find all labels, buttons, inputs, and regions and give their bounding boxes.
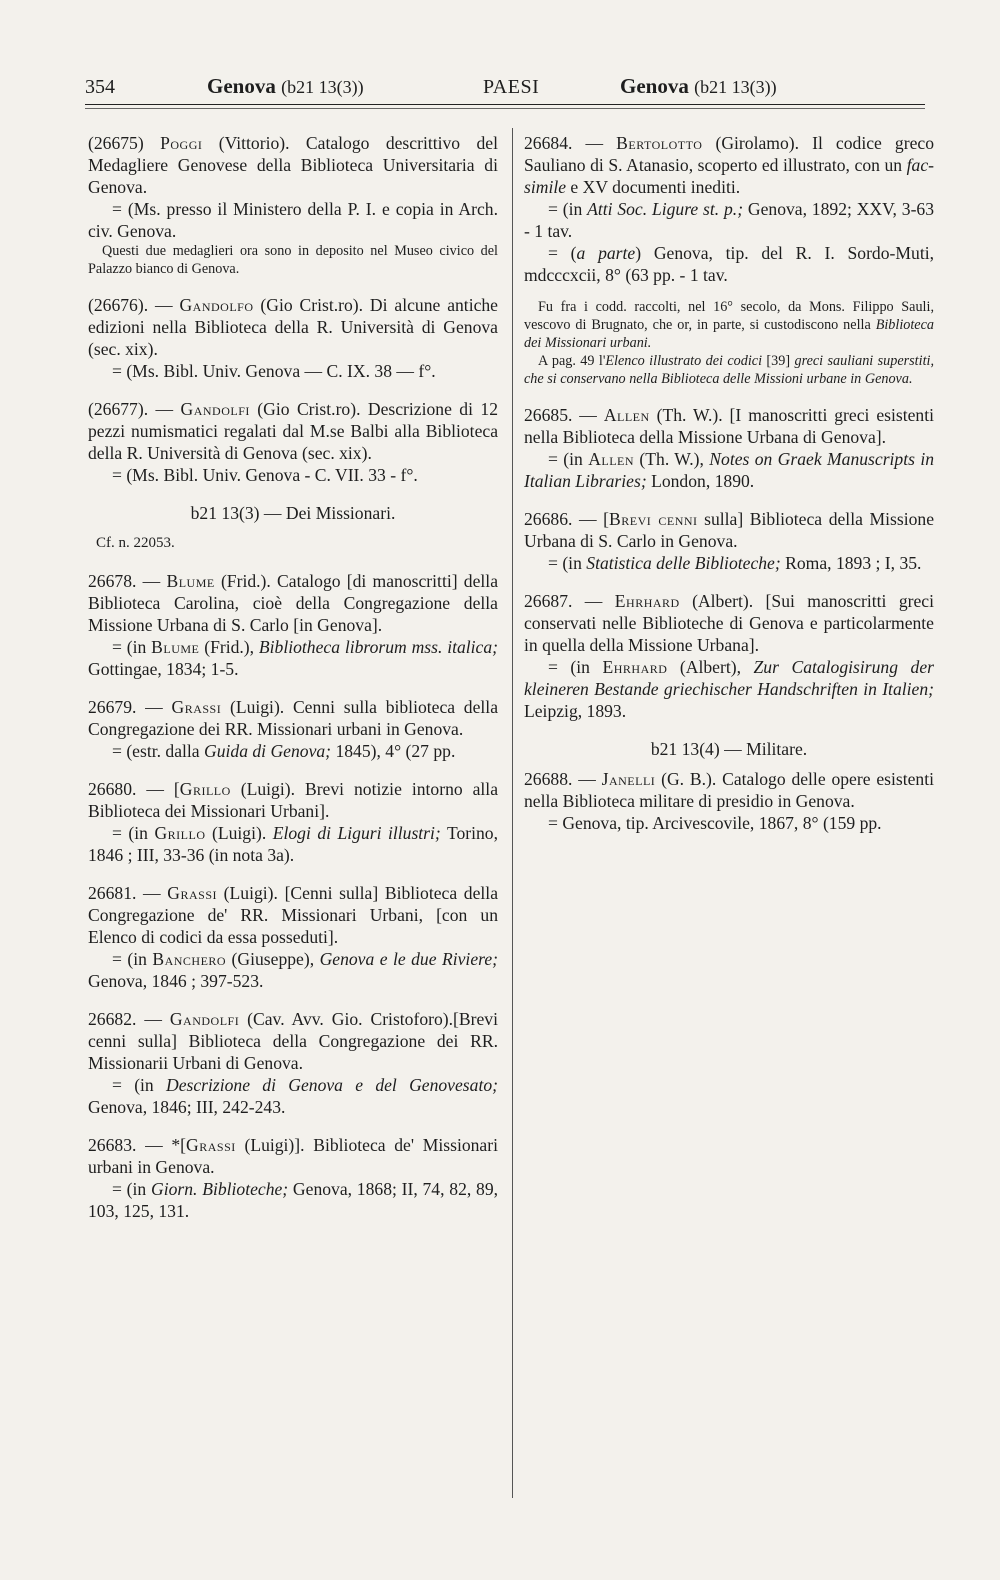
loc-post: Gottingae, 1834; 1-5. <box>88 659 239 679</box>
entry-26677: (26677). — Gandolfi (Gio Crist.ro). Descrizione di 12 pezzi numismatici regalati dal M.se Balbi alla Biblioteca della R. Università di Genova (sec. xix). = (Ms. Bibl. Univ. Genova - C. VII. 33 - f°. <box>88 399 498 485</box>
loc-post: Genova, 1846; III, 242-243. <box>88 1097 286 1117</box>
entry-number: (26675) <box>88 133 144 153</box>
entry-title: (Cav. Avv. Gio. Cristoforo).[Brevi cenni sulla] Biblioteca della Congregazione dei RR. Missionarii Urbani di Genova. <box>88 1009 498 1073</box>
entry-number: 26687. <box>524 591 573 611</box>
entry-location <box>524 448 934 492</box>
entry-title: (Luigi). [Cenni sulla] Biblioteca della Congregazione de' RR. Missionari Urbani, [con un Elenco di codici da essa posseduti]. <box>88 883 498 947</box>
entry-author: Gandolfi <box>169 1009 240 1029</box>
entry-26688: 26688. — Janelli (G. B.). Catalogo delle opere esistenti nella Biblioteca militare di presidio in Genova. = Genova, tip. Arcivescovile, 1867, 8° (159 pp. <box>524 769 935 833</box>
entry-26675 <box>88 132 498 278</box>
entry-title: (Th. W.). [I manoscritti greci esistenti nella Biblioteca della Missione Urbana di Genova]. <box>524 405 934 447</box>
left-title-text: Genova <box>207 74 276 98</box>
entry-number: 26686. <box>524 509 573 529</box>
entry-number: 26682. <box>88 1009 137 1029</box>
entry-location: = (Ms. Bibl. Univ. Genova - C. VII. 33 - f°. <box>112 465 418 485</box>
entry-number: 26688. <box>524 769 573 789</box>
entry-title-italic: fac-simile <box>524 155 934 197</box>
entry-author: Grassi <box>171 697 222 717</box>
loc-post: Genova, 1846 ; 397-523. <box>88 971 264 991</box>
entry-location <box>88 948 498 992</box>
right-title-text: Genova <box>620 74 689 98</box>
loc-post: Roma, 1893 ; I, 35. <box>780 553 922 573</box>
loc-prefix: = (in <box>112 1075 166 1095</box>
loc-title: Zur Catalogisirung der kleineren Bestande griechischer Handschriften in Italien; <box>524 657 934 699</box>
entry-number: 26681. <box>88 883 137 903</box>
entry-number: 26684. <box>524 133 573 153</box>
loc-author: Blume <box>151 637 200 657</box>
note-italic: Elenco illustrato dei codici <box>605 353 763 369</box>
loc-prefix: = (in <box>112 949 153 969</box>
loc-mid: (Giuseppe), <box>226 949 320 969</box>
left-title-code: (b21 13(3)) <box>281 77 364 97</box>
entry-number: 26678. <box>88 571 137 591</box>
right-column <box>524 132 934 850</box>
loc-prefix: = (in <box>548 449 589 469</box>
entry-note: Questi due medaglieri ora sono in deposito nel Museo civico del Palazzo bianco di Genova. <box>88 243 498 277</box>
loc-title: Elogi di Liguri illustri; <box>272 823 441 843</box>
loc-author: Allen <box>588 449 635 469</box>
entry-title: (Vittorio). Catalogo descrittivo del Medagliere Genovese della Biblioteca Universitaria di Genova. <box>88 133 498 197</box>
entry-location: = Genova, tip. Arcivescovile, 1867, 8° (159 pp. <box>548 813 882 833</box>
loc-mid: (Th. W.), <box>634 449 710 469</box>
section-subheading: b21 13(3) — Dei Missionari. <box>190 503 396 523</box>
entry-location <box>524 552 934 574</box>
entry-prefix: — *[ <box>136 1135 187 1155</box>
note-text: A pag. 49 l' <box>538 353 606 369</box>
entry-title: (Luigi)]. Biblioteca de' Missionari urbani in Genova. <box>88 1135 498 1177</box>
entry-title: (Girolamo). Il codice greco Sauliano di S. Atanasio, scoperto ed illustrato, con un <box>524 133 934 175</box>
loc-post: Torino, 1846 ; III, 33-36 (in nota 3a). <box>88 823 499 865</box>
entry-location <box>88 636 498 680</box>
loc-mid: (Luigi). <box>205 823 273 843</box>
entry-location <box>88 1178 498 1222</box>
note-italic: Biblioteca dei Missionari urbani. <box>524 317 934 351</box>
entry-author: Bertolotto <box>616 133 703 153</box>
cross-reference: Cf. n. 22053. <box>96 535 175 551</box>
entry-author: Blume <box>166 571 215 591</box>
loc-mid: (Frid.), <box>199 637 259 657</box>
entry-author: Gandolfo <box>179 295 254 315</box>
entry-location: = (Ms. presso il Ministero della P. I. e copia in Arch. civ. Genova. <box>88 199 498 241</box>
entry-location <box>88 740 498 762</box>
loc-post: ) Genova, tip. del R. I. Sordo-Muti, mdcccxcii, 8° (63 pp. - 1 tav. <box>524 243 934 285</box>
entry-location: = (Ms. Bibl. Univ. Genova — C. IX. 38 — f°. <box>112 361 436 381</box>
entry-note-2 <box>524 352 934 388</box>
entry-26684: 26684. — Bertolotto (Girolamo). Il codice greco Sauliano di S. Atanasio, scoperto ed illustrato, con un fac-simile e XV documenti inediti. = (in Atti Soc. Ligure st. p.; Genova, 1892; XXV, 3-63 - 1 tav. = (a parte) Genova, tip. del R. I. Sordo-Muti, mdcccxcii, 8° (63 pp. - 1 tav. Fu fra i codd. raccolti, nel 16° secolo, da Mons. Filippo Sauli, vescovo di Brugnato, che or, in parte, si custodiscono nella Biblioteca dei Missionari urbani. A pag. 49 l'Elenco illustrato dei codici [39] greci sauliani superstiti, che si conservano nella Biblioteca delle Missioni urbane in Genova. <box>524 133 935 387</box>
loc-title: a parte <box>576 243 636 263</box>
entry-title: (Albert). [Sui manoscritti greci conservati nelle Biblioteche di Genova e particolarmente in quella della Missione Urbana]. <box>524 591 934 655</box>
entry-author: Janelli <box>601 769 656 789</box>
entry-author: Grassi <box>186 1135 236 1155</box>
entry-title: (Gio Crist.ro). Di alcune antiche edizioni nella Biblioteca della R. Università di Genova (sec. xix). <box>88 295 498 359</box>
loc-prefix: = (estr. dalla <box>112 741 204 761</box>
loc-author: Banchero <box>152 949 227 969</box>
loc-post: Genova, 1892; XXV, 3-63 - 1 tav. <box>524 199 935 241</box>
right-running-title <box>620 74 777 99</box>
section-title: PAESI <box>483 76 540 98</box>
entry-title: (Frid.). Catalogo [di manoscritti] della Biblioteca Carolina, cioè della Congregazione della Missione Urbana di S. Carlo [in Genova]. <box>88 571 499 635</box>
entry-26682: 26682. — Gandolfi (Cav. Avv. Gio. Cristoforo).[Brevi cenni sulla] Biblioteca della Congregazione dei RR. Missionarii Urbani di Genova. = (in Descrizione di Genova e del Genovesato; Genova, 1846; III, 242-243. <box>88 1009 498 1117</box>
entry-author: Poggi <box>160 133 203 153</box>
entry-title: (Luigi). Brevi notizie intorno alla Biblioteca dei Missionari Urbani]. <box>88 779 499 821</box>
entry-number: 26680. <box>88 779 137 799</box>
entry-number: 26679. <box>88 697 137 717</box>
loc-title: Giorn. Biblioteche; <box>151 1179 289 1199</box>
loc-post: London, 1890. <box>646 471 755 491</box>
entry-prefix: — [ <box>572 509 610 529</box>
entry-number: (26676). <box>88 295 149 315</box>
loc-title: Descrizione di Genova e del Genovesato; <box>166 1075 498 1095</box>
entry-title: (Luigi). Cenni sulla biblioteca della Congregazione dei RR. Missionari urbani in Genova. <box>88 697 499 739</box>
note-text: [39] <box>762 353 795 369</box>
note-text: Fu fra i codd. raccolti, nel 16° secolo, da Mons. Filippo Sauli, vescovo di Brugnato, che or, in parte, si custodiscono nella <box>524 299 934 333</box>
section-subheading: b21 13(4) — Militare. <box>650 739 808 759</box>
entry-location-offprint <box>524 242 934 286</box>
page-number: 354 <box>85 76 115 98</box>
entry-number: 26683. <box>88 1135 137 1155</box>
loc-post: Leipzig, 1893. <box>524 701 627 721</box>
loc-title: Notes on Graek Manuscripts in Italian Libraries; <box>524 449 935 491</box>
entry-number: (26677). <box>88 399 149 419</box>
entry-note <box>524 298 934 352</box>
loc-prefix: = (in <box>112 1179 151 1199</box>
right-title-code: (b21 13(3)) <box>694 77 777 97</box>
entry-26680 <box>88 778 498 866</box>
header-rule-thin <box>85 108 925 109</box>
loc-prefix: = (in <box>548 199 588 219</box>
entry-26681: 26681. — Grassi (Luigi). [Cenni sulla] Biblioteca della Congregazione de' RR. Missionari Urbani, [con un Elenco di codici da essa posseduti]. = (in Banchero (Giuseppe), Genova e le due Riviere; Genova, 1846 ; 397-523. <box>88 883 498 991</box>
loc-author: Ehrhard <box>602 657 668 677</box>
loc-mid: (Albert), <box>667 657 754 677</box>
entry-26687: 26687. — Ehrhard (Albert). [Sui manoscritti greci conservati nelle Biblioteche di Genova e particolarmente in quella della Missione Urbana]. = (in Ehrhard (Albert), Zur Catalogisirung der kleineren Bestande griechischer Handschriften in Italien; Leipzig, 1893. <box>524 591 934 721</box>
entry-title: (G. B.). Catalogo delle opere esistenti nella Biblioteca militare di presidio in Genova. <box>524 769 935 811</box>
loc-prefix: = ( <box>548 243 577 263</box>
loc-prefix: = (in <box>112 823 155 843</box>
entry-location <box>88 822 498 866</box>
entry-26679: 26679. — Grassi (Luigi). Cenni sulla biblioteca della Congregazione dei RR. Missionari urbani in Genova. = (estr. dalla Guida di Genova; 1845), 4° (27 pp. <box>88 697 499 761</box>
entry-author: Allen <box>603 405 650 425</box>
loc-prefix: = (in <box>112 637 152 657</box>
entry-26683 <box>88 1134 498 1222</box>
entry-author: Grillo <box>179 779 231 799</box>
note-italic: greci sauliani superstiti, che si conservano nella Biblioteca delle Missioni urbane in Genova. <box>524 353 934 387</box>
left-running-title <box>207 74 364 99</box>
entry-location <box>88 1074 498 1118</box>
loc-author: Grillo <box>154 823 206 843</box>
entry-title-end: e XV documenti inediti. <box>566 177 741 197</box>
loc-prefix: = (in <box>548 553 587 573</box>
loc-title: Guida di Genova; <box>204 741 332 761</box>
entry-title: sulla] Biblioteca della Missione Urbana di S. Carlo in Genova. <box>524 509 935 551</box>
entry-26685: 26685. — Allen (Th. W.). [I manoscritti greci esistenti nella Biblioteca della Missione Urbana di Genova]. = (in Allen (Th. W.), Notes on Graek Manuscripts in Italian Libraries; London, 1890. <box>524 405 935 491</box>
entry-title: (Gio Crist.ro). Descrizione di 12 pezzi numismatici regalati dal M.se Balbi alla Biblioteca della R. Università di Genova (sec. xix). <box>88 399 498 463</box>
entry-author: Brevi cenni <box>609 509 698 529</box>
loc-post: Genova, 1868; II, 74, 82, 89, 103, 125, 131. <box>88 1179 499 1221</box>
entry-author: Grassi <box>167 883 218 903</box>
loc-title: Genova e le due Riviere; <box>319 949 498 969</box>
left-column <box>88 132 498 1238</box>
entry-number: 26685. <box>524 405 573 425</box>
entry-26686 <box>524 508 934 574</box>
entry-26676: (26676). — Gandolfo (Gio Crist.ro). Di alcune antiche edizioni nella Biblioteca della R. Università di Genova (sec. xix). = (Ms. Bibl. Univ. Genova — C. IX. 38 — f°. <box>88 295 498 381</box>
loc-prefix: = (in <box>548 657 603 677</box>
header-rule <box>85 104 925 105</box>
column-divider <box>512 128 513 1498</box>
loc-post: 1845), 4° (27 pp. <box>331 741 456 761</box>
running-header <box>85 72 925 112</box>
entry-author: Ehrhard <box>614 591 680 611</box>
entry-location <box>524 198 934 242</box>
entry-author: Gandolfi <box>180 399 250 419</box>
entry-location <box>524 656 934 722</box>
entry-26678: 26678. — Blume (Frid.). Catalogo [di manoscritti] della Biblioteca Carolina, cioè della Congregazione della Missione Urbana di S. Carlo [in Genova]. = (in Blume (Frid.), Bibliotheca librorum mss. italica; Gottingae, 1834; 1-5. <box>88 571 499 679</box>
entry-prefix: — [ <box>136 779 180 799</box>
loc-title: Atti Soc. Ligure st. p.; <box>587 199 744 219</box>
loc-title: Statistica delle Biblioteche; <box>586 553 781 573</box>
loc-title: Bibliotheca librorum mss. italica; <box>258 637 499 657</box>
